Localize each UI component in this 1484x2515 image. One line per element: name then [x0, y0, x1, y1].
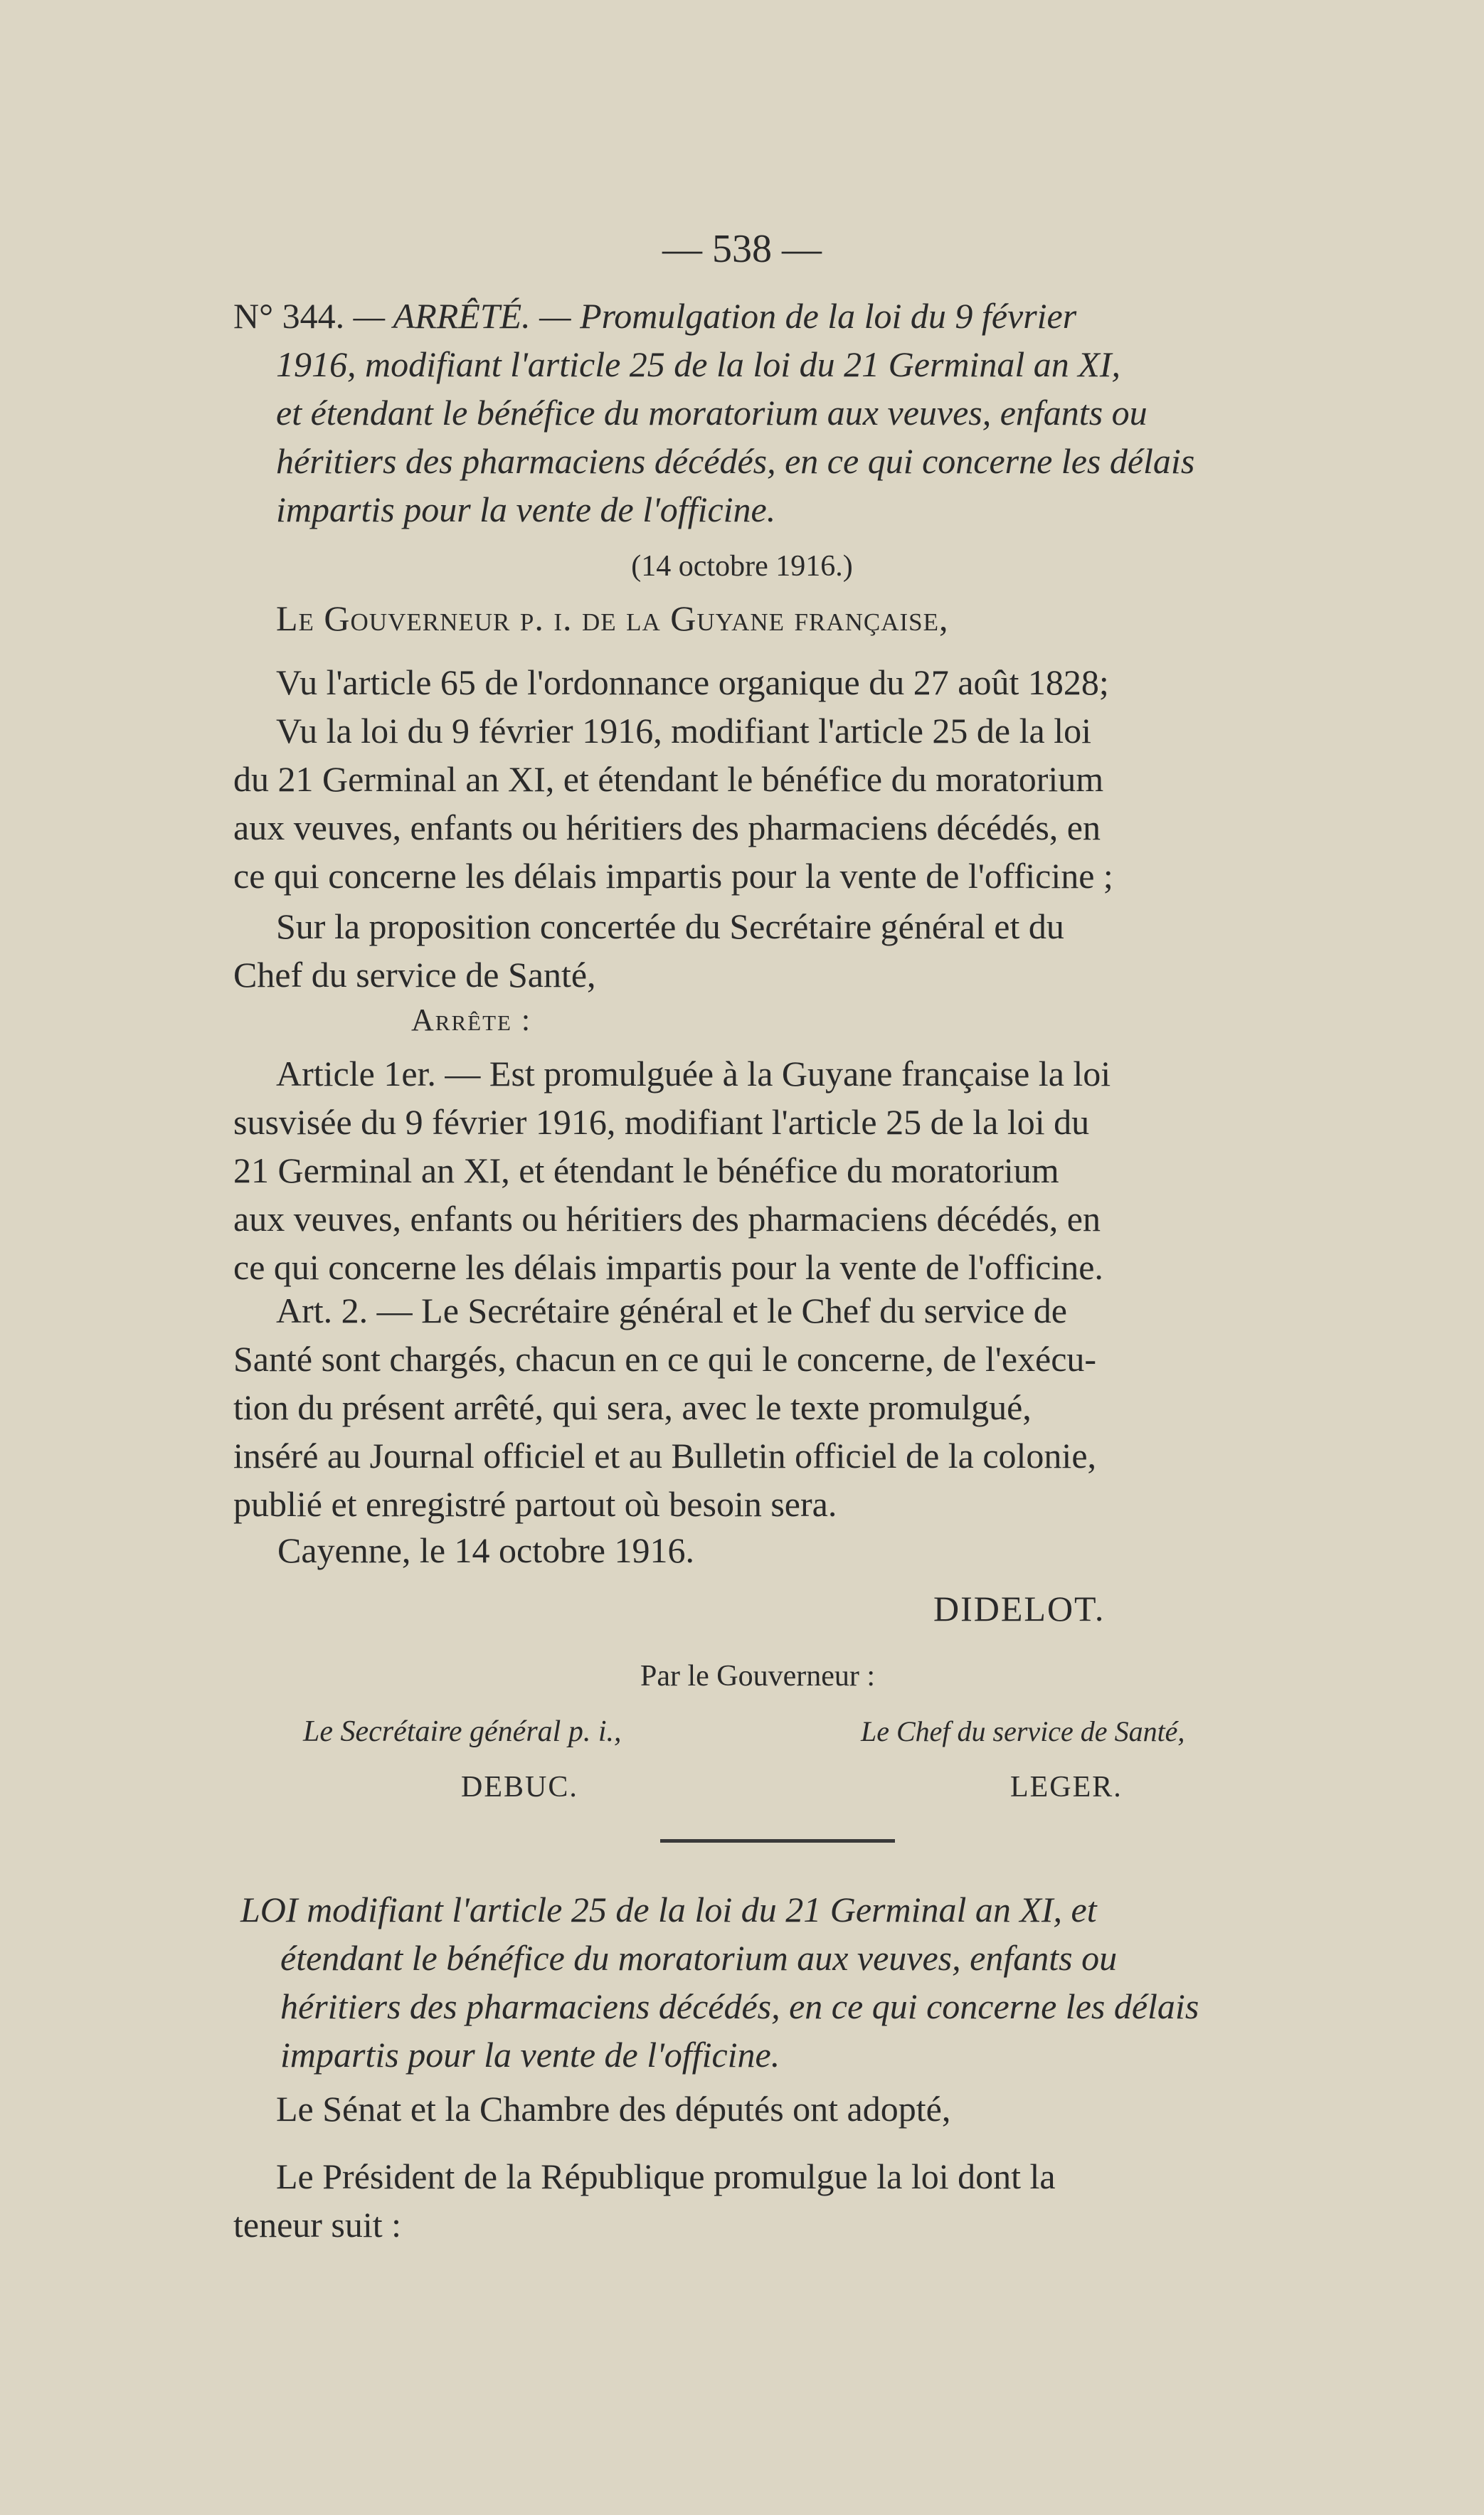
sur-proposition: Sur la proposition concertée du Secrétaire général et du Chef du service de Santé,: [233, 906, 1064, 995]
senat-line: Le Sénat et la Chambre des députés ont adopté,: [276, 2089, 951, 2129]
heading-line: impartis pour la vente de l'officine.: [276, 489, 776, 529]
heading-number: N° 344.: [233, 296, 345, 336]
secretaire-name: DEBUC.: [461, 1771, 578, 1804]
section-divider: [660, 1839, 895, 1843]
arrete-date: (14 octobre 1916.): [631, 550, 853, 583]
article-1: Article 1er. — Est promulguée à la Guyane française la loi susvisée du 9 février 1916, modifiant l'article 25 de la loi du 21 Germinal an XI, et étendant le bénéfice du moratorium aux veuves, enfants ou héritiers des pharmaciens décédés, en ce qui concerne les délais impartis pour la vente de l'officine.: [233, 1054, 1111, 1287]
gouverneur-text: Le Gouverneur p. i. de la Guyane française,: [276, 598, 949, 638]
vu-ordonnance: Vu l'article 65 de l'ordonnance organique du 27 août 1828;: [276, 662, 1109, 702]
president-line: Le Président de la République promulgue la loi dont la teneur suit :: [233, 2156, 1056, 2245]
heading-line-text: — ARRÊTÉ. — Promulgation de la loi du 9 février: [353, 296, 1077, 336]
arrete-heading: [233, 292, 1356, 534]
arrete-label: Arrête :: [411, 1002, 532, 1037]
governor-signature: DIDELOT.: [933, 1589, 1106, 1629]
chef-sante-name: LEGER.: [1010, 1771, 1123, 1804]
heading-line: et étendant le bénéfice du moratorium aux veuves, enfants ou: [276, 393, 1148, 433]
vu-loi: Vu la loi du 9 février 1916, modifiant l'article 25 de la loi du 21 Germinal an XI, et étendant le bénéfice du moratorium aux veuves, enfants ou héritiers des pharmaciens décédés, en ce qui concerne les délais impartis pour la vente de l'officine ;: [233, 711, 1113, 896]
gouverneur-line: [233, 594, 1356, 642]
chef-sante-title: Le Chef du service de Santé,: [861, 1715, 1185, 1747]
heading-line: 1916, modifiant l'article 25 de la loi du 21 Germinal an XI,: [276, 344, 1120, 384]
loi-title: LOI modifiant l'article 25 de la loi du 21 Germinal an XI, et étendant le bénéfice du moratorium aux veuves, enfants ou héritiers des pharmaciens décédés, en ce qui concerne les délais impartis pour la vente de l'officine.: [240, 1890, 1199, 2075]
article-2: Art. 2. — Le Secrétaire général et le Chef du service de Santé sont chargés, chacun en ce qui le concerne, de l'exécu- tion du présent arrêté, qui sera, avec le texte promulgué, inséré au Journal officiel et au Bulletin officiel de la colonie, publié et enregistré partout où besoin sera.: [233, 1291, 1097, 1524]
par-le-gouverneur: Par le Gouverneur :: [640, 1660, 876, 1693]
page-number: — 538 —: [662, 227, 822, 271]
heading-line: [233, 292, 1356, 340]
place-date: Cayenne, le 14 octobre 1916.: [277, 1530, 694, 1570]
secretaire-title: Le Secrétaire général p. i.,: [303, 1715, 622, 1748]
heading-line: héritiers des pharmaciens décédés, en ce qui concerne les délais: [276, 441, 1195, 481]
